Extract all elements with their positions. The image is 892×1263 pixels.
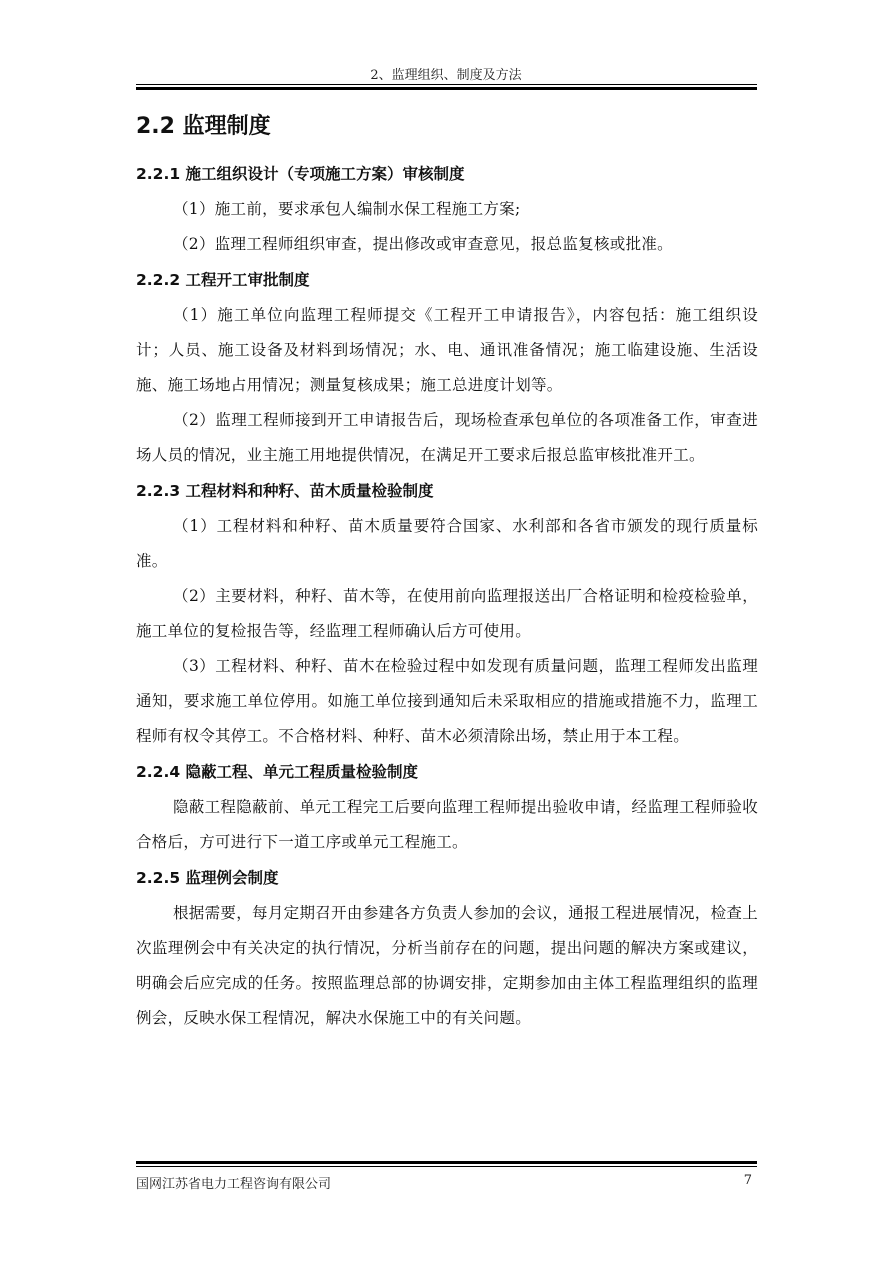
paragraph: （1）工程材料和种籽、苗木质量要符合国家、水利部和各省市颁发的现行质量标准。 xyxy=(136,517,758,570)
subsection-title-2-2-4: 2.2.4 隐蔽工程、单元工程质量检验制度 xyxy=(136,763,419,781)
paragraph: 隐蔽工程隐蔽前、单元工程完工后要向监理工程师提出验收申请，经监理工程师验收合格后，方可进行下一道工序或单元工程施工。 xyxy=(136,798,758,851)
paragraph: （2）主要材料，种籽、苗木等，在使用前向监理报送出厂合格证明和检疫检验单，施工单位的复检报告等，经监理工程师确认后方可使用。 xyxy=(136,587,758,640)
section-title: 2.2 监理制度 xyxy=(136,114,271,139)
page-number: 7 xyxy=(743,1173,752,1188)
subsection-title-2-2-5: 2.2.5 监理例会制度 xyxy=(136,869,279,887)
paragraph: （1）施工前，要求承包人编制水保工程施工方案; xyxy=(173,200,521,218)
footer-rule-thin xyxy=(136,1166,757,1167)
subsection-title-2-2-3: 2.2.3 工程材料和种籽、苗木质量检验制度 xyxy=(136,482,434,500)
footer-rule-thick xyxy=(136,1161,757,1164)
header-rule-thin xyxy=(136,84,757,85)
paragraph: （1）施工单位向监理工程师提交《工程开工申请报告》，内容包括：施工组织设计；人员、施工设备及材料到场情况；水、电、通讯准备情况；施工临建设施、生活设施、施工场地占用情况；测量复核成果；施工总进度计划等。 xyxy=(136,306,758,394)
paragraph: （2）监理工程师组织审查，提出修改或审查意见，报总监复核或批准。 xyxy=(173,235,673,253)
footer-company: 国网江苏省电力工程咨询有限公司 xyxy=(136,1177,332,1192)
paragraph: （3）工程材料、种籽、苗木在检验过程中如发现有质量问题，监理工程师发出监理通知，要求施工单位停用。如施工单位接到通知后未采取相应的措施或措施不力，监理工程师有权令其停工。不合格材料、种籽、苗木必须清除出场，禁止用于本工程。 xyxy=(136,657,758,745)
paragraph: （2）监理工程师接到开工申请报告后，现场检查承包单位的各项准备工作，审查进场人员的情况，业主施工用地提供情况，在满足开工要求后报总监审核批准开工。 xyxy=(136,411,758,464)
paragraph: 根据需要，每月定期召开由参建各方负责人参加的会议，通报工程进展情况，检查上次监理例会中有关决定的执行情况，分析当前存在的问题，提出问题的解决方案或建议，明确会后应完成的任务。按照监理总部的协调安排，定期参加由主体工程监理组织的监理例会，反映水保工程情况，解决水保施工中的有关问题。 xyxy=(136,904,758,1027)
subsection-title-2-2-2: 2.2.2 工程开工审批制度 xyxy=(136,271,310,289)
subsection-title-2-2-1: 2.2.1 施工组织设计（专项施工方案）审核制度 xyxy=(136,165,465,183)
document-body xyxy=(136,112,758,1036)
page-header-title: 2、监理组织、制度及方法 xyxy=(370,68,522,83)
header-rule-thick xyxy=(136,87,757,90)
